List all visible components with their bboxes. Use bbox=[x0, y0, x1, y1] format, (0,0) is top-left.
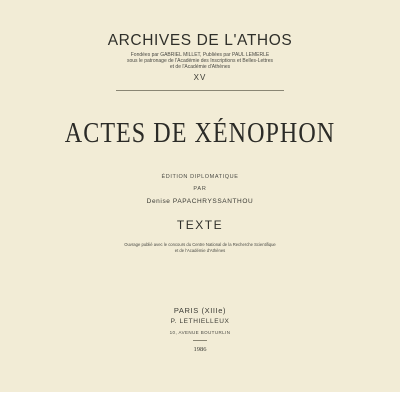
publisher-city: PARIS (XIIIe) bbox=[173, 306, 227, 315]
by-label: PAR bbox=[193, 186, 207, 192]
author-name: Denise PAPACHRYSSANTHOU bbox=[146, 198, 254, 205]
support-line: Ouvrage publié avec le concours du Centre National de la Recherche Scientifique bbox=[124, 242, 276, 247]
publisher-address: 10, AVENUE BOUTURLIN bbox=[169, 330, 231, 335]
support-note bbox=[0, 242, 400, 254]
edition-label: ÉDITION DIPLOMATIQUE bbox=[161, 174, 239, 180]
book-title: ACTES DE XÉNOPHON bbox=[64, 118, 336, 149]
volume-number: XV bbox=[193, 73, 207, 82]
founders-line: et de l'Académie d'Athènes bbox=[169, 64, 231, 71]
series-title: ARCHIVES DE L'ATHOS bbox=[107, 32, 293, 49]
founders-note bbox=[0, 52, 400, 71]
support-line: et de l'Académie d'Athènes bbox=[174, 248, 226, 253]
publication-year: 1986 bbox=[193, 346, 207, 353]
divider bbox=[116, 90, 284, 91]
divider bbox=[193, 340, 207, 341]
founders-line: sous le patronage de l'Académie des Inscriptions et Belles-Lettres bbox=[126, 58, 274, 65]
part-label: TEXTE bbox=[176, 218, 224, 232]
publisher-name: P. LETHIELLEUX bbox=[170, 318, 230, 325]
founders-line: Fondées par GABRIEL MILLET, Publiées par PAUL LEMERLE bbox=[130, 52, 270, 58]
